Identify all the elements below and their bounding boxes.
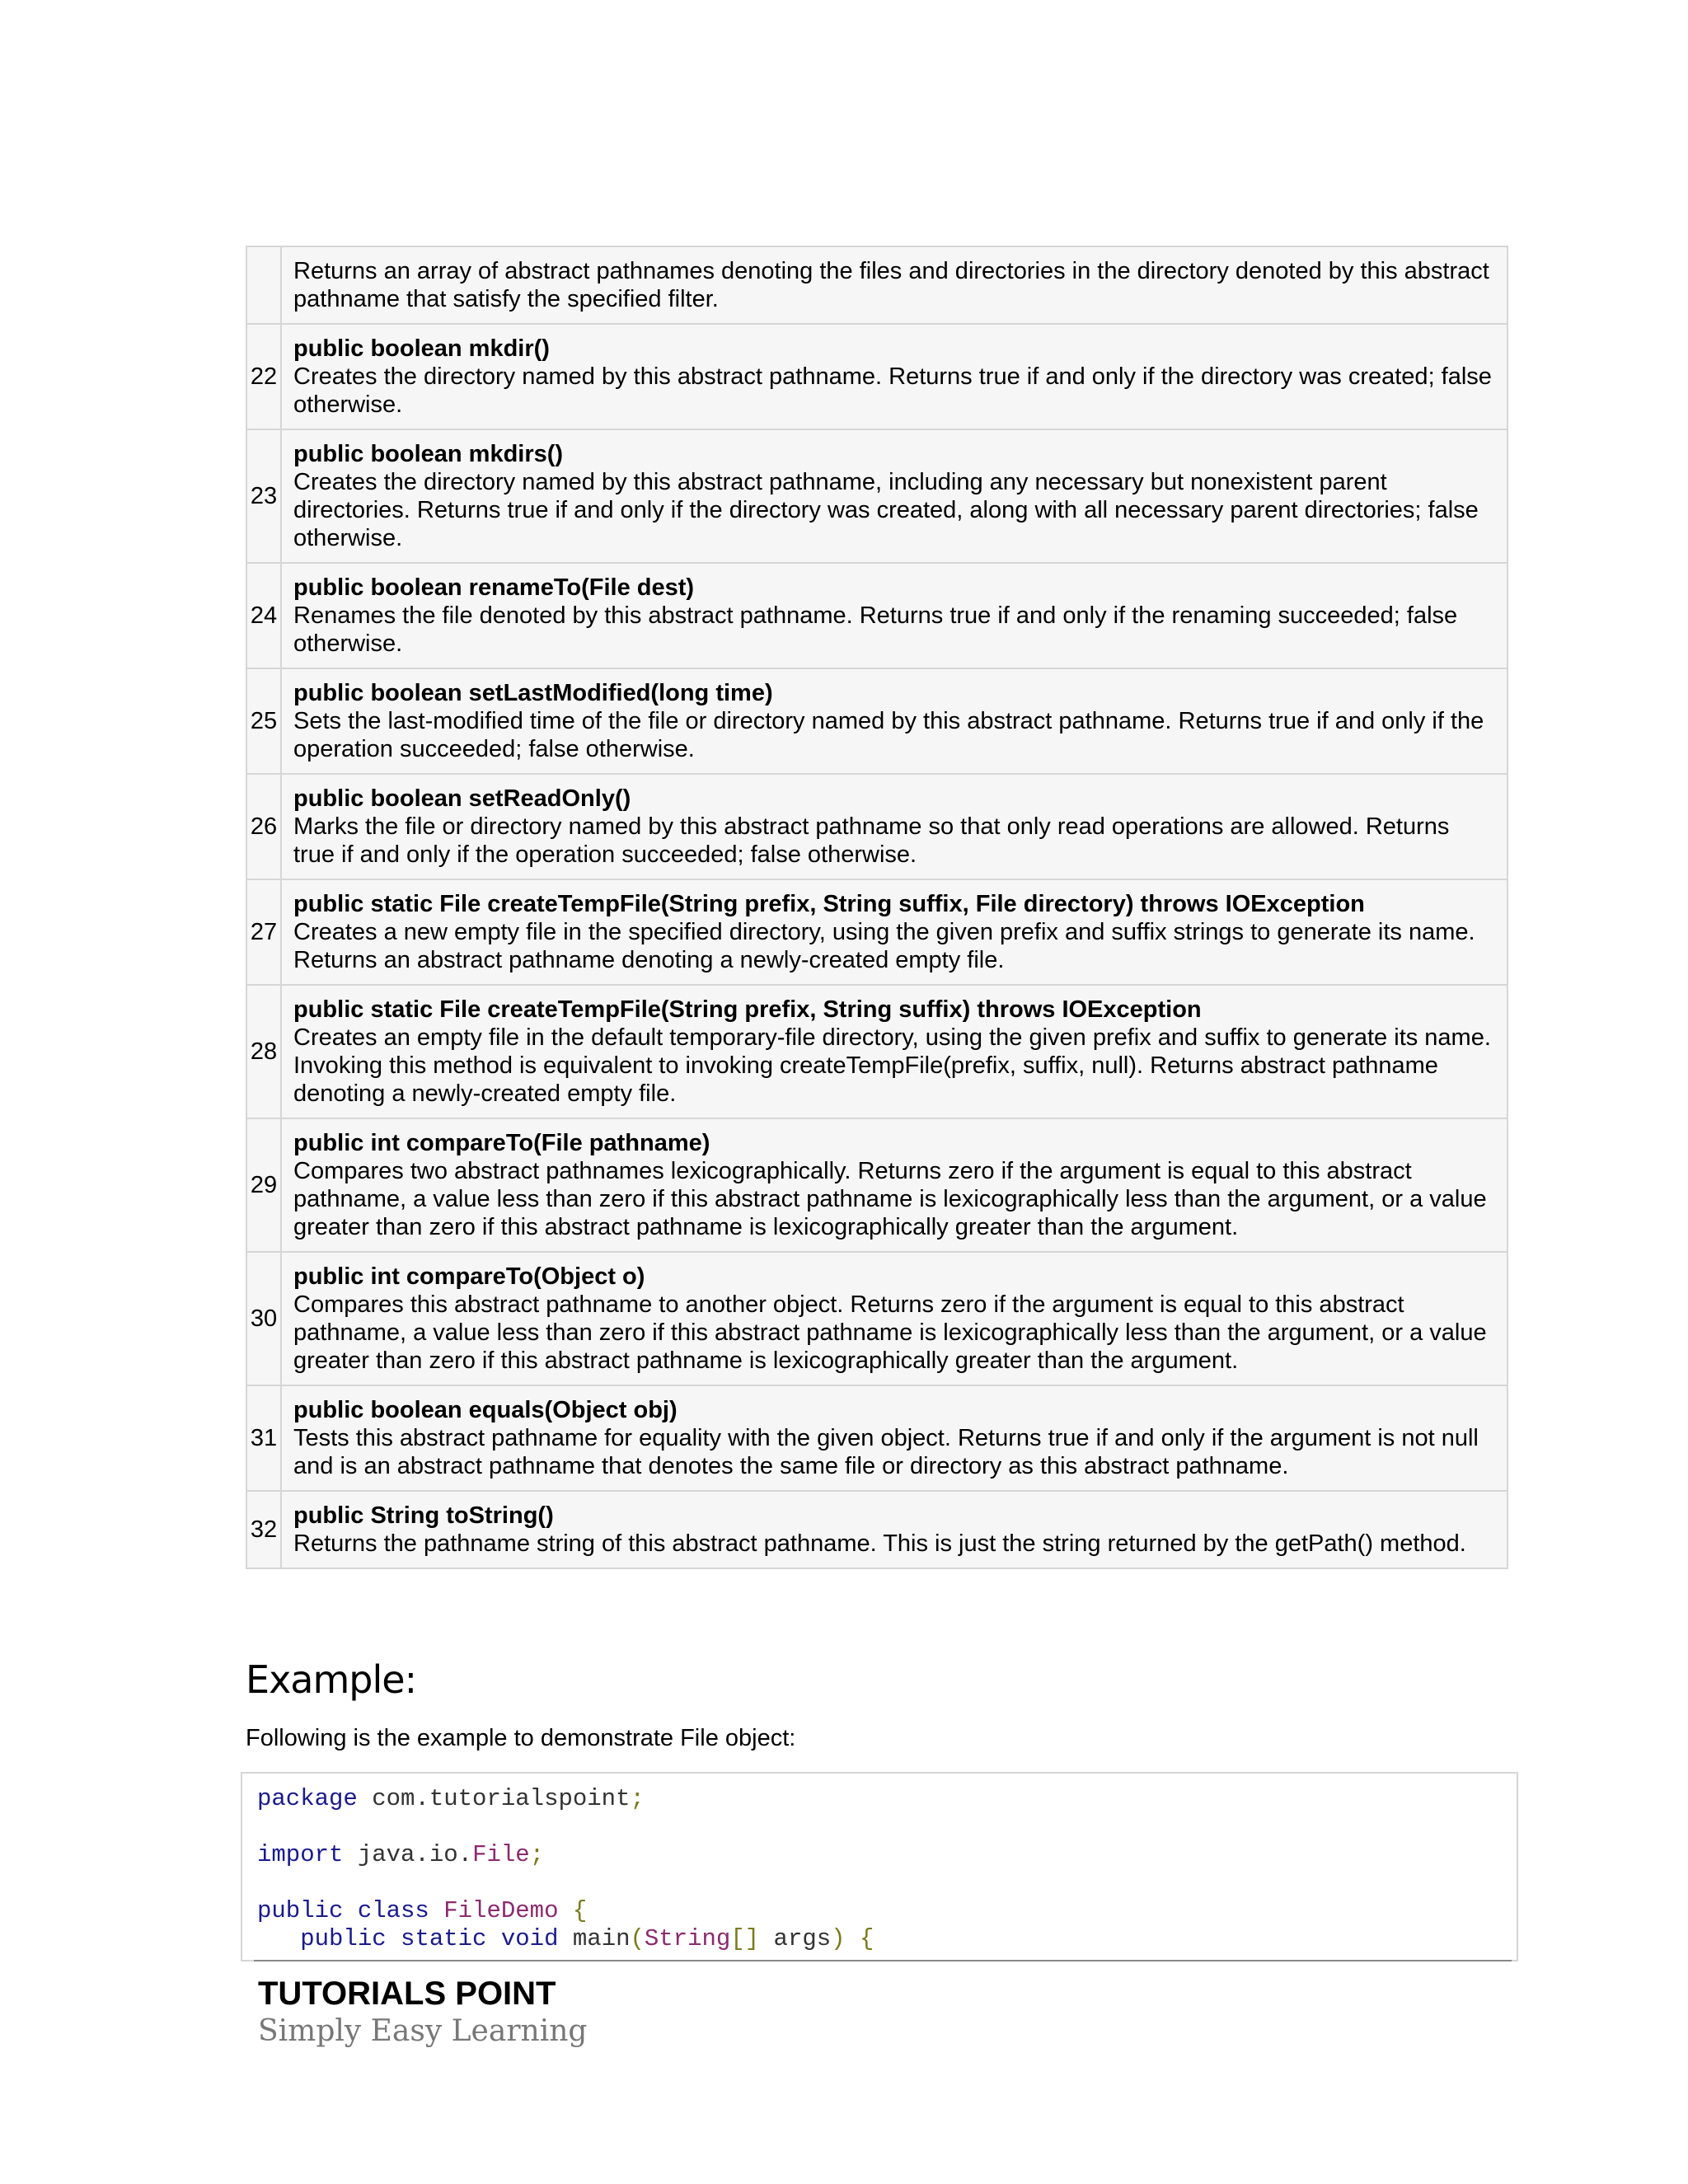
code-parameter: args: [759, 1925, 832, 1952]
method-row: [246, 1118, 1507, 1252]
method-number: 32: [246, 1491, 281, 1568]
method-description: Creates the directory named by this abstract pathname. Returns true if and only if the directory was created; false otherwise.: [293, 363, 1492, 418]
method-cell: [281, 1491, 1507, 1568]
methods-table-body: [246, 246, 1507, 1568]
method-row: [246, 1385, 1507, 1491]
code-type: File: [472, 1841, 530, 1868]
method-cell: [281, 429, 1507, 563]
method-row: [246, 324, 1507, 429]
footer-tagline: Simply Easy Learning: [258, 2014, 588, 2048]
method-cell: [281, 985, 1507, 1118]
code-keyword: import: [257, 1841, 344, 1868]
code-keyword: public class: [257, 1897, 429, 1924]
code-space: [429, 1897, 443, 1924]
method-cell: [281, 668, 1507, 774]
method-number: 27: [246, 879, 281, 985]
method-signature: public boolean setReadOnly(): [293, 785, 631, 812]
method-row: [246, 774, 1507, 879]
code-indent: [257, 1925, 300, 1952]
code-line-2: [257, 1841, 544, 1868]
method-row: [246, 246, 1507, 324]
method-number: 24: [246, 563, 281, 668]
code-line-4: [257, 1925, 874, 1952]
method-description: Compares two abstract pathnames lexicographically. Returns zero if the argument is equal to this abstract pathname, a value less than zero if this abstract pathname is lexicographically less than the argument, or a value greater than zero if this abstract pathname is lexicographically greater than the argument.: [293, 1158, 1487, 1240]
code-punctuation: ;: [630, 1785, 645, 1812]
method-cell: [281, 1118, 1507, 1252]
method-signature: public String toString(): [293, 1502, 554, 1529]
footer-brand: TUTORIALS POINT: [258, 1975, 556, 2012]
method-description: Sets the last-modified time of the file or directory named by this abstract pathname. Returns true if and only if the operation succeeded; false otherwise.: [293, 708, 1484, 762]
code-punctuation: {: [558, 1897, 588, 1924]
method-number: 23: [246, 429, 281, 563]
code-listing: [242, 1785, 874, 1953]
method-row: [246, 563, 1507, 668]
code-method-name: main: [558, 1925, 631, 1952]
method-row: [246, 879, 1507, 985]
code-punctuation: []: [730, 1925, 760, 1952]
method-number: 29: [246, 1118, 281, 1252]
file-methods-table: [246, 246, 1508, 1569]
code-block: [241, 1772, 1518, 1961]
method-cell: [281, 774, 1507, 879]
method-number: 26: [246, 774, 281, 879]
example-intro-text: Following is the example to demonstrate File object:: [246, 1725, 796, 1751]
method-signature: public static File createTempFile(String prefix, String suffix, File directory) throws IOException: [293, 891, 1365, 917]
method-signature: public boolean renameTo(File dest): [293, 574, 695, 601]
method-description: Creates an empty file in the default temporary-file directory, using the given prefix and suffix to generate its name. Invoking this method is equivalent to invoking createTempFile(prefix, suffix, null). Returns abstract pathname denoting a newly-created empty file.: [293, 1024, 1491, 1107]
method-description: Compares this abstract pathname to another object. Returns zero if the argument is equal to this abstract pathname, a value less than zero if this abstract pathname is lexicographically less than the argument, or a value greater than zero if this abstract pathname is lexicographically greater than the argument.: [293, 1291, 1487, 1374]
method-signature: public static File createTempFile(String prefix, String suffix) throws IOException: [293, 996, 1202, 1023]
method-row: [246, 985, 1507, 1118]
method-description: Returns the pathname string of this abstract pathname. This is just the string returned by the getPath() method.: [293, 1530, 1466, 1557]
method-cell: [281, 1385, 1507, 1491]
method-cell: [281, 563, 1507, 668]
method-signature: public int compareTo(File pathname): [293, 1130, 710, 1156]
method-cell: [281, 246, 1507, 324]
method-description: Marks the file or directory named by this abstract pathname so that only read operations are allowed. Returns true if and only if the operation succeeded; false otherwise.: [293, 813, 1450, 868]
method-signature: public boolean setLastModified(long time): [293, 680, 773, 706]
method-cell: [281, 1252, 1507, 1385]
method-description: Creates the directory named by this abstract pathname, including any necessary but nonexistent parent directories. Returns true if and only if the directory was created, along with all necessary parent directories; false otherwise.: [293, 469, 1479, 551]
method-description: Tests this abstract pathname for equality with the given object. Returns true if and only if the argument is not null and is an abstract pathname that denotes the same file or directory as this abstract pathname.: [293, 1425, 1479, 1479]
method-number: 22: [246, 324, 281, 429]
method-description: Returns an array of abstract pathnames denoting the files and directories in the directory denoted by this abstract pathname that satisfy the specified filter.: [293, 258, 1489, 312]
code-punctuation: ) {: [831, 1925, 874, 1952]
code-package-name: java.io.: [343, 1841, 473, 1868]
code-line-3: [257, 1897, 587, 1924]
method-description: Creates a new empty file in the specified directory, using the given prefix and suffix strings to generate its name. Returns an abstract pathname denoting a newly-created empty file.: [293, 919, 1475, 973]
method-signature: public int compareTo(Object o): [293, 1263, 645, 1290]
code-keyword: public static void: [300, 1925, 559, 1952]
method-number: 30: [246, 1252, 281, 1385]
method-description: Renames the file denoted by this abstract pathname. Returns true if and only if the renaming succeeded; false otherwise.: [293, 602, 1458, 657]
method-cell: [281, 879, 1507, 985]
code-punctuation: ;: [529, 1841, 545, 1868]
method-signature: public boolean mkdirs(): [293, 441, 564, 467]
method-number: [246, 246, 281, 324]
method-number: 28: [246, 985, 281, 1118]
method-row: [246, 1491, 1507, 1568]
method-row: [246, 668, 1507, 774]
method-cell: [281, 324, 1507, 429]
example-heading: Example:: [246, 1657, 417, 1702]
code-type: String: [644, 1925, 731, 1952]
method-number: 25: [246, 668, 281, 774]
code-package-name: com.tutorialspoint: [357, 1785, 631, 1812]
method-signature: public boolean mkdir(): [293, 335, 550, 362]
method-number: 31: [246, 1385, 281, 1491]
method-row: [246, 1252, 1507, 1385]
code-line-1: [257, 1785, 645, 1812]
code-keyword: package: [257, 1785, 358, 1812]
code-punctuation: (: [630, 1925, 645, 1952]
method-row: [246, 429, 1507, 563]
code-type: FileDemo: [443, 1897, 559, 1924]
footer-divider: [254, 1960, 1512, 1961]
method-signature: public boolean equals(Object obj): [293, 1397, 678, 1423]
